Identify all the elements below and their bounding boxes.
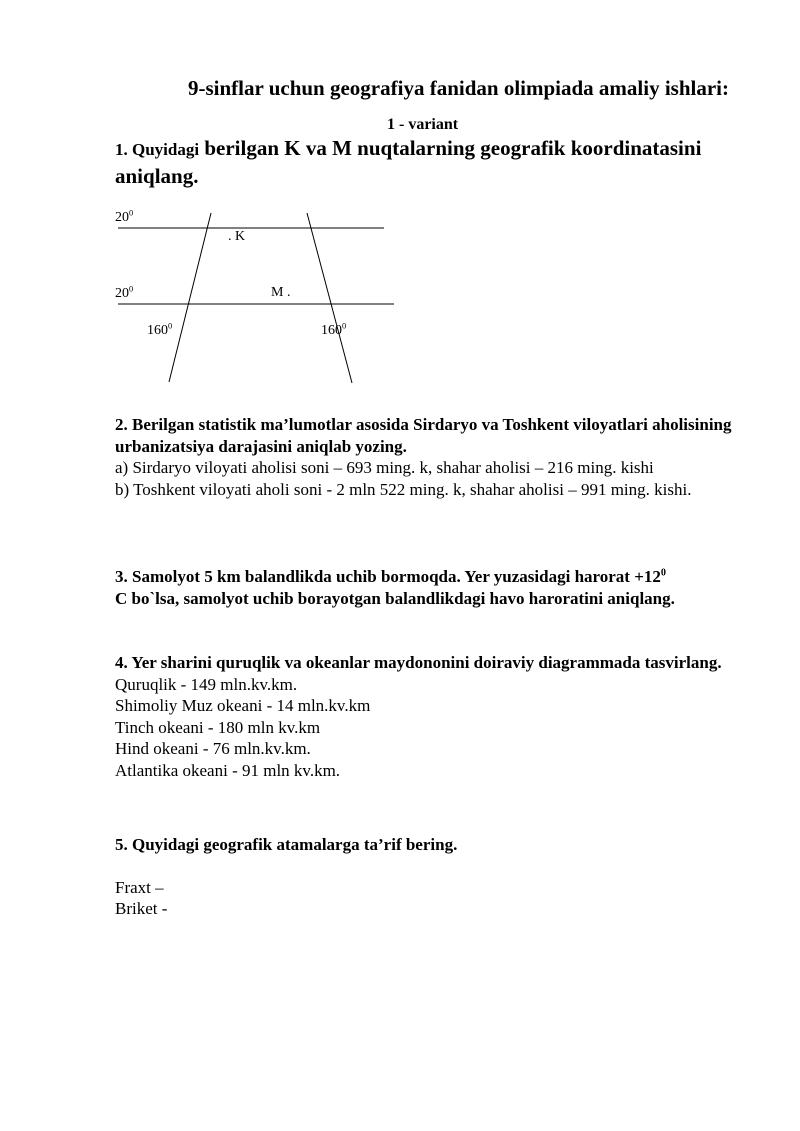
- term-item-briket: Briket -: [115, 899, 168, 918]
- page-title: 9-sinflar uchun geografiya fanidan olimpiada amaliy ishlari:: [188, 76, 730, 100]
- list-item: Shimoliy Muz okeani - 14 mln.kv.km: [115, 696, 371, 715]
- question-4-heading: 4. Yer sharini quruqlik va okeanlar maydononini doiraviy diagrammada tasvirlang.: [115, 653, 722, 672]
- question-1-number: 1. Quyidagi: [115, 140, 200, 159]
- latitude-label-middle: $20^0$: [115, 284, 134, 301]
- list-item: Hind okeani - 76 mln.kv.km.: [115, 739, 311, 758]
- list-item: Atlantika okeani - 91 mln kv.km.: [115, 760, 341, 780]
- question-2-line-a: a) Sirdaryo viloyati aholisi soni – 693 ming. k, shahar aholisi – 216 ming. kishi: [115, 458, 654, 477]
- question-3: 3. Samolyot 5 km balandlikda uchib bormoqda. Yer yuzasidagi harorat $+12^0$ C bo`lsa, samolyot uchib borayotgan balandlikdagi havo haroratini aniqlang.: [115, 567, 675, 608]
- question-5-heading: 5. Quyidagi geografik atamalarga ta’rif bering.: [115, 835, 458, 854]
- term-item-fraxt: Fraxt –: [115, 877, 164, 897]
- longitude-label-right: $160^0$: [321, 321, 347, 338]
- question-4: [115, 652, 745, 781]
- question-2-line-b: b) Toshkent viloyati aholi soni - 2 mln 522 ming. k, shahar aholisi – 991 ming. kishi.: [115, 479, 692, 499]
- list-item: Quruqlik - 149 mln.kv.km.: [115, 674, 298, 694]
- point-k-label: . K: [228, 229, 246, 244]
- point-m-label: M .: [271, 285, 291, 300]
- longitude-label-left: $160^0$: [147, 321, 173, 338]
- question-2-heading: 2. Berilgan statistik ma’lumotlar asosida Sirdaryo va Toshkent viloyatlari aholisining urbanizatsiya darajasini aniqlab yozing.: [115, 415, 732, 456]
- meridian-left-line: [169, 213, 211, 382]
- meridian-right-line: [307, 213, 352, 383]
- variant-label: 1 - variant: [387, 116, 459, 133]
- coordinate-grid-diagram: [0, 0, 800, 400]
- latitude-label-top: $20^0$: [115, 208, 134, 225]
- question-1-text: berilgan K va M nuqtalarning geografik koordinatasini aniqlang.: [115, 136, 702, 188]
- question-2: [115, 414, 745, 500]
- list-item: Tinch okeani - 180 mln kv.km: [115, 717, 321, 737]
- question-5: [115, 834, 745, 920]
